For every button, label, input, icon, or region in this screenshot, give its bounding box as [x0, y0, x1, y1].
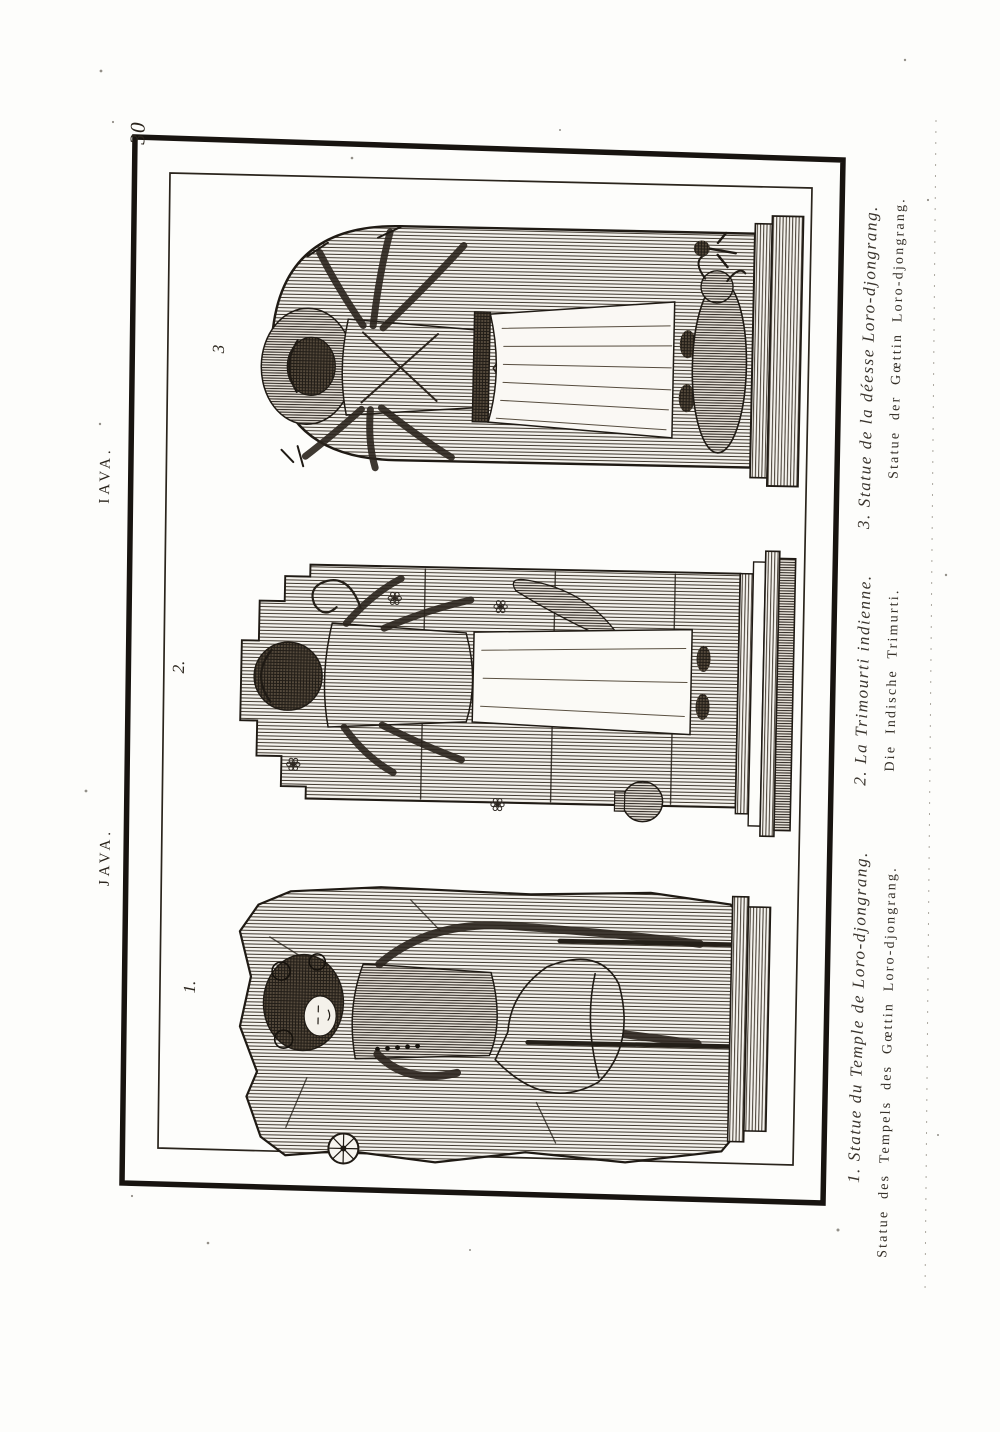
- caption-french-figure-3: 3. Statue de la déesse Loro-djongrang.: [854, 204, 881, 530]
- caption-french-figure-1: 1. Statue du Temple de Loro-djongrang.: [843, 850, 872, 1184]
- island-label-upper: IAVA.: [96, 446, 115, 504]
- plate-number: 30: [125, 121, 150, 145]
- caption-german-figure-2: Die Indische Trimurti.: [882, 588, 903, 772]
- island-label-lower: JAVA.: [96, 827, 115, 887]
- statue-3-engraving: [259, 205, 804, 486]
- figure-label-1: 1.: [179, 980, 200, 994]
- statue-2-engraving: [238, 540, 796, 836]
- figure-label-3: 3: [208, 344, 229, 354]
- figure-label-2: 2.: [168, 660, 189, 674]
- statue-1-engraving: [235, 884, 771, 1172]
- page-fold-dashes: [925, 120, 936, 1295]
- caption-french-figure-2: 2. La Trimourti indienne.: [850, 574, 875, 786]
- caption-german-figure-3: Statue der Gœttin Loro-djongrang.: [886, 196, 909, 480]
- caption-german-figure-1: Statue des Tempels des Gœttin Loro-djongrang.: [875, 865, 900, 1259]
